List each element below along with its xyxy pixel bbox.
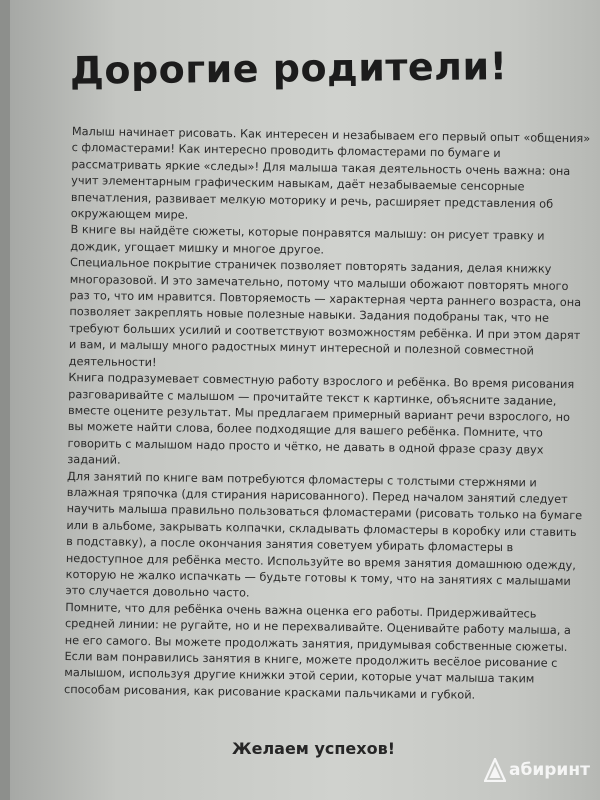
labyrinth-logo-icon — [484, 758, 506, 782]
paragraph-5: Для занятий по книге вам потребуются фломастеры с толстыми стержнями и влажная тряпочка (для стирания нарисованного). Перед началом занятий следует научить малыша правильно пользоваться фломастерами (рисовать только на бумаге или в альбоме, закрывать колпачки, складывать фломастеры в коробку или ставить в подставку), а после окончания занятия советуем убирать фломастеры в недоступное для ребёнка место. Используйте во время занятия домашнюю одежду, которую не жалко испачкать — будьте готовы к тому, что на занятиях с малышами это случается довольно часто. — [65, 469, 583, 600]
watermark-text: абиринт — [509, 760, 590, 780]
body-text — [64, 124, 592, 705]
paragraph-2: В книге вы найдёте сюжеты, которые понравятся малышу: он рисует травку и дождик, угощает мишку и многое другое. — [70, 223, 545, 257]
paragraph-6: Помните, что для ребёнка очень важна оценка его работы. Придерживайтесь средней линии: не ругайте, но и не перехваливайте. Оценивайте работу малыша, а не его самого. Вы можете продолжать занятия, придумывая собственные сюжеты. Если вам понравились занятия в книге, можете продолжить весёлое рисование с малышом, используя другие книжки этой серии, которые учат малыша таким способам рисования, как рисование красками пальчиками и губкой. — [64, 600, 571, 702]
book-page — [10, 0, 600, 800]
closing-wish: Желаем успехов! — [232, 739, 396, 758]
paragraph-4: Книга подразумевает совместную работу взрослого и ребёнка. Во время рисования разговаривайте с малышом — прочитайте текст к картинке, объясните задание, вместе оцените результат. Мы предлагаем примерный вариант речи взрослого, но вы можете найти слова, более подходящие для вашего ребёнка. Помните, что говорить с малышом надо просто и чётко, не давать в одной фразе сразу двух заданий. — [67, 371, 575, 467]
paragraph-3: Специальное покрытие страничек позволяет повторять задания, делая книжку многоразовой. И это замечательно, потому что малыши обожают повторять много раз то, что им нравится. Повторяемость — характерная черта раннего возраста, она позволяет закреплять новые полезные навыки. Задания подобраны так, что не требуют больших усилий и соответствуют возможностям ребёнка. И при этом дарят и вам, и малышу много радостных минут интересной и полезной совместной деятельности! — [68, 256, 582, 369]
paragraph-1: Малыш начинает рисовать. Как интересен и незабываем его первый опыт «общения» с фломастерами! Как интересно проводить фломастерами по бумаге и рассматривать яркие «следы»! Для малыша такая деятельность очень важна: она учит элементарным графическим навыкам, даёт незабываемые сенсорные впечатления, развивает мелкую моторику и речь, расширяет представления об окружающем мире. — [70, 124, 591, 222]
page-title: Дорогие родители! — [69, 44, 508, 93]
watermark — [484, 758, 590, 782]
